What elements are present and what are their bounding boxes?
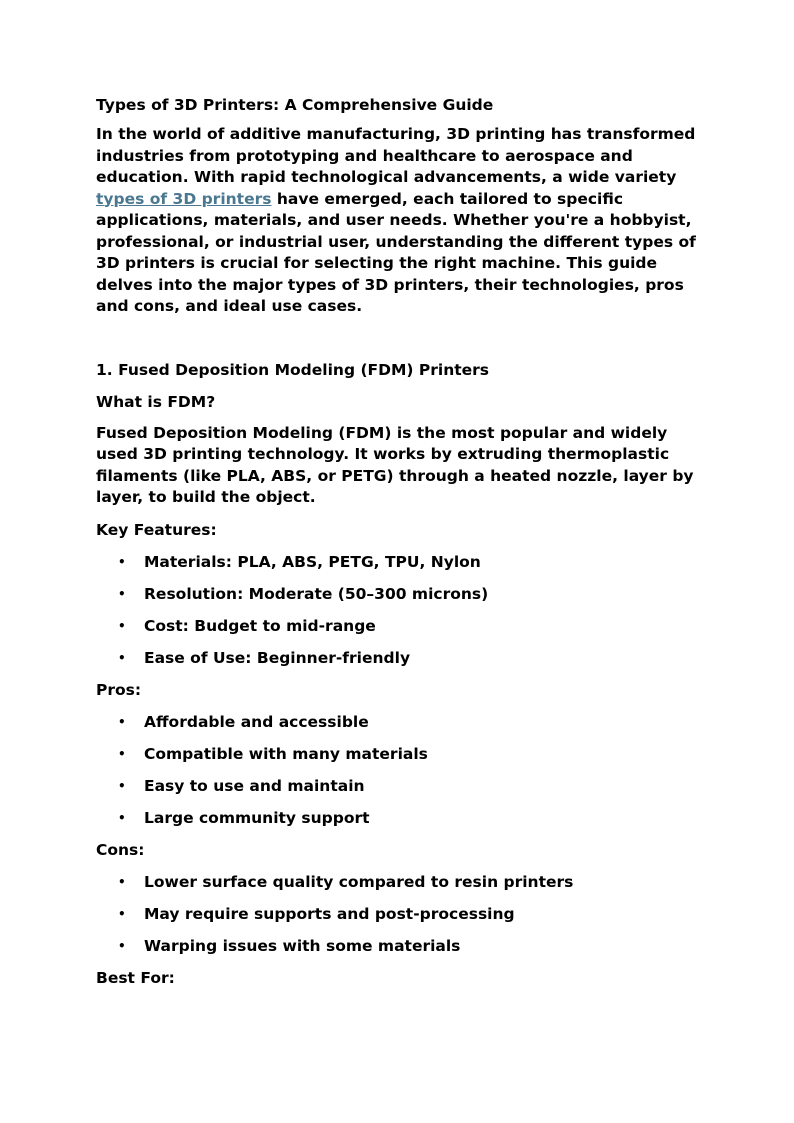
section-heading-fdm: 1. Fused Deposition Modeling (FDM) Printers bbox=[96, 360, 490, 379]
list-item: • Large community support bbox=[118, 808, 370, 827]
list-item: • Compatible with many materials bbox=[118, 744, 428, 763]
list-item: • Resolution: Moderate (50–300 microns) bbox=[118, 584, 489, 603]
bullet-icon: • bbox=[118, 778, 126, 793]
bullet-icon: • bbox=[118, 746, 126, 761]
bullet-icon: • bbox=[118, 554, 126, 569]
list-item: • Cost: Budget to mid-range bbox=[118, 616, 376, 635]
list-item: • Easy to use and maintain bbox=[118, 776, 365, 795]
list-item: • Materials: PLA, ABS, PETG, TPU, Nylon bbox=[118, 552, 481, 571]
cons-list bbox=[96, 871, 700, 957]
bullet-icon: • bbox=[118, 906, 126, 921]
pros-heading: Pros: bbox=[96, 680, 142, 699]
list-item: • Affordable and accessible bbox=[118, 712, 369, 731]
bullet-icon: • bbox=[118, 938, 126, 953]
key-features-list bbox=[96, 551, 700, 669]
intro-text-before-link: In the world of additive manufacturing, 3D printing has transformed industries from prototyping and healthcare to aerospace and education. With rapid technological advancements, a wide variety bbox=[96, 125, 696, 186]
list-item: • May require supports and post-processing bbox=[118, 904, 515, 923]
what-is-fdm-paragraph: Fused Deposition Modeling (FDM) is the most popular and widely used 3D printing technology. It works by extruding thermoplastic filaments (like PLA, ABS, or PETG) through a heated nozzle, layer by layer, to build the object. bbox=[96, 423, 694, 506]
list-item: • Ease of Use: Beginner-friendly bbox=[118, 648, 411, 667]
bullet-icon: • bbox=[118, 650, 126, 665]
bullet-icon: • bbox=[118, 618, 126, 633]
bullet-icon: • bbox=[118, 586, 126, 601]
key-features-heading: Key Features: bbox=[96, 520, 217, 539]
pros-list bbox=[96, 711, 700, 829]
intro-paragraph bbox=[96, 124, 700, 318]
bullet-icon: • bbox=[118, 810, 126, 825]
document-page bbox=[96, 94, 700, 999]
types-of-3d-printers-link[interactable]: types of 3D printers bbox=[96, 189, 272, 208]
list-item: • Lower surface quality compared to resin printers bbox=[118, 872, 574, 891]
best-for-heading: Best For: bbox=[96, 968, 175, 987]
cons-heading: Cons: bbox=[96, 840, 145, 859]
bullet-icon: • bbox=[118, 874, 126, 889]
document-title: Types of 3D Printers: A Comprehensive Guide bbox=[96, 96, 494, 114]
what-is-fdm-heading: What is FDM? bbox=[96, 392, 216, 411]
list-item: • Warping issues with some materials bbox=[118, 936, 461, 955]
bullet-icon: • bbox=[118, 714, 126, 729]
intro-text-after-link: have emerged, each tailored to specific applications, materials, and user needs. Whether you're a hobbyist, professional, or industrial user, understanding the different types of 3D printers is crucial for selecting the right machine. This guide delves into the major types of 3D printers, their technologies, pros and cons, and ideal use cases. bbox=[96, 189, 696, 315]
